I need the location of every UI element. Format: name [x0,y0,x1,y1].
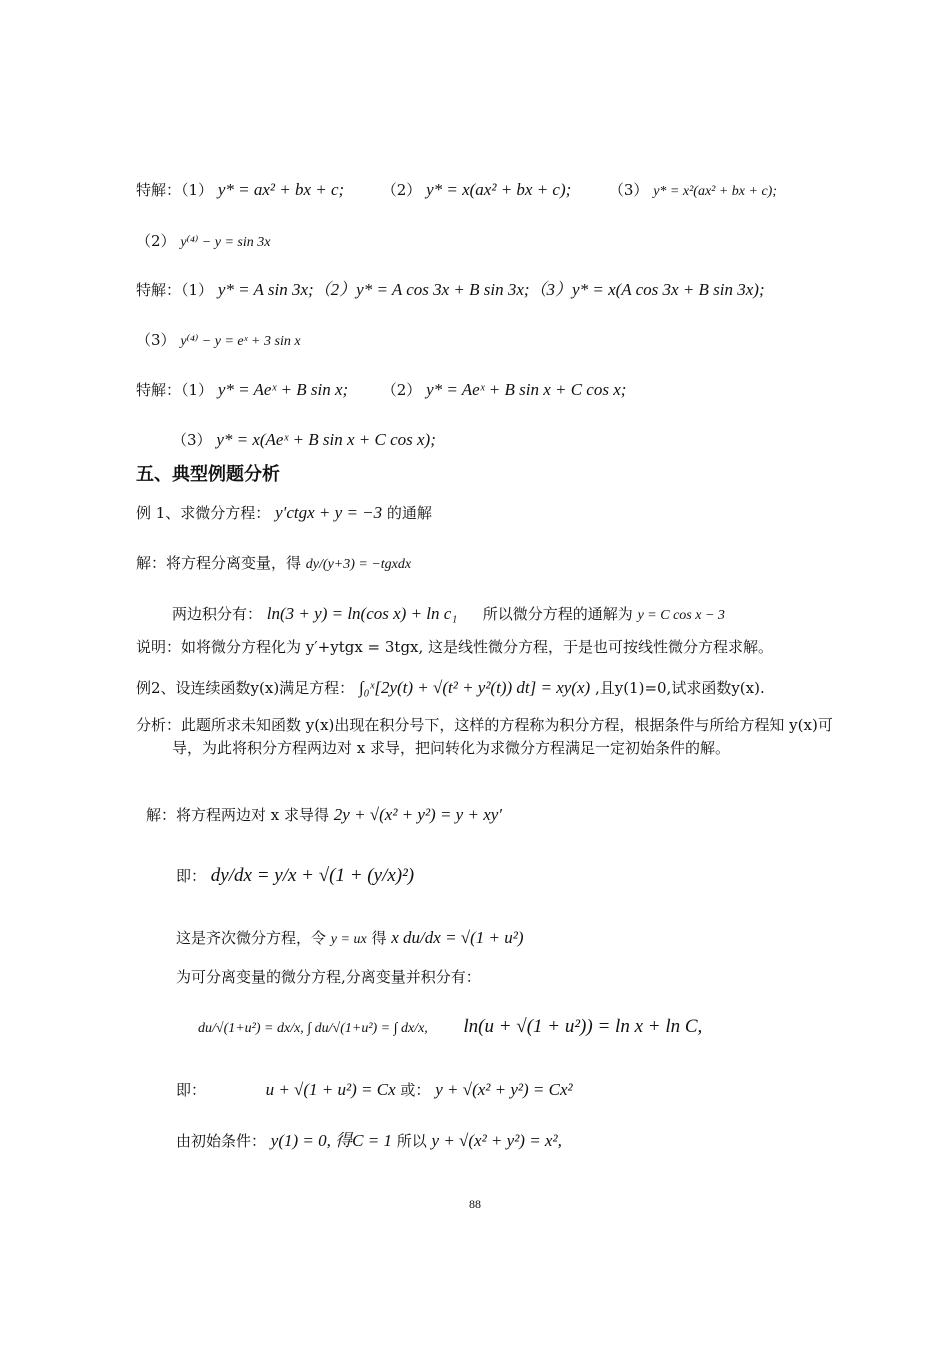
integration-line [172,604,725,626]
label: 即： [176,1081,207,1099]
label: 特解：（1） [136,181,214,199]
label: 特解：（1） [136,281,214,299]
ji-line [176,866,414,886]
example-text: 例2、设连续函数y(x)满足方程： [136,679,355,697]
formula: dy/dx = y/x + √(1 + (y/x)²) [210,865,415,886]
example-text: ,且y(1)=0,试求函数y(x). [594,679,765,697]
solution-text: 所以 [396,1132,427,1150]
formula: y′ctgx + y = −3 [275,503,383,522]
formula: u + √(1 + u²) = Cx [265,1080,396,1099]
formula: y = C cos x − 3 [637,608,725,623]
solution-1 [136,553,411,575]
formula: y* = Aeˣ + B sin x + C cos x; [426,380,627,399]
formula: du/√(1+u²) = dx/x, ∫ du/√(1+u²) = ∫ dx/x, [198,1021,428,1036]
solution-text: 所以微分方程的通解为 [482,605,633,623]
solution-text: 解：将方程分离变量，得 [136,554,302,572]
label: （2） [381,181,422,199]
equation-line-2 [136,231,270,253]
formula: y* = x²(ax² + bx + c); [653,184,777,199]
separable-line: 为可分离变量的微分方程,分离变量并积分有： [176,968,481,986]
ji-line-2 [176,1080,573,1100]
formula: y* = A sin 3x;（2）y* = A cos 3x + B sin 3x;（3）y* = x(A cos 3x + B sin 3x); [217,280,765,299]
formula: y⁽⁴⁾ − y = sin 3x [180,235,271,250]
example-text: 的通解 [386,504,432,522]
analysis-paragraph: 分析：此题所求未知函数 y(x)出现在积分号下，这样的方程称为积分方程，根据条件与所给方程知 y(x)可导，为此将积分方程两边对 x 求导，把问转化为求微分方程满足一定初始条件的解。 [136,716,833,757]
page-number: 88 [469,1197,481,1211]
initial-condition-line [176,1131,562,1151]
particular-solution-line-6 [172,430,436,450]
solution-text: 由初始条件： [176,1132,267,1150]
formula: y* = x(ax² + bx + c); [426,180,572,199]
formula: y* = ax² + bx + c; [217,180,345,199]
section-heading: 五、典型例题分析 [136,464,280,485]
example-2 [136,678,765,698]
formula: x du/dx = √(1 + u²) [391,928,524,947]
formula: y + √(x² + y²) = x², [431,1131,562,1150]
particular-solution-line-3 [136,280,765,300]
solution-text: 两边积分有： [172,605,263,623]
label: 或： [400,1081,431,1099]
particular-solution-line-1 [136,180,777,202]
example-1 [136,503,432,523]
label: （2） [136,232,176,250]
formula: 2y + √(x² + y²) = y + xy′ [333,805,503,824]
label: （3） [608,181,649,199]
solution-2 [146,805,502,825]
formula: dy/(y+3) = −tgxdx [305,557,412,572]
note-line: 说明：如将微分方程化为 y′+ytgx = 3tgx, 这是线性微分方程，于是也可按线性微分方程求解。 [136,638,774,656]
formula: ln(u + √(1 + u²)) = ln x + ln C, [463,1016,703,1037]
example-text: 例 1、求微分方程： [136,504,271,522]
formula: y⁽⁴⁾ − y = eˣ + 3 sin x [180,334,301,349]
formula: ln(3 + y) = ln(cos x) + ln c₁ [266,604,458,623]
separated-equations [198,1017,702,1039]
solution-text: 这是齐次微分方程，令 [176,929,327,947]
formula: y + √(x² + y²) = Cx² [435,1080,573,1099]
label: （3） [172,431,212,449]
formula: y = ux [330,932,367,947]
equation-line-4 [136,330,301,352]
particular-solution-line-5 [136,380,626,400]
label: 特解：（1） [136,381,214,399]
formula: y* = x(Aeˣ + B sin x + C cos x); [216,430,436,449]
label: 即： [176,867,207,885]
homogeneous-line [176,928,524,950]
formula: y(1) = 0, 得C = 1 [270,1131,392,1150]
solution-text: 得 [371,929,387,947]
label: （2） [381,381,422,399]
formula: ∫₀ˣ[2y(t) + √(t² + y²(t)) dt] = xy(x) [358,678,591,697]
label: （3） [136,331,176,349]
solution-text: 解：将方程两边对 x 求导得 [146,806,329,824]
formula: y* = Aeˣ + B sin x; [217,380,349,399]
